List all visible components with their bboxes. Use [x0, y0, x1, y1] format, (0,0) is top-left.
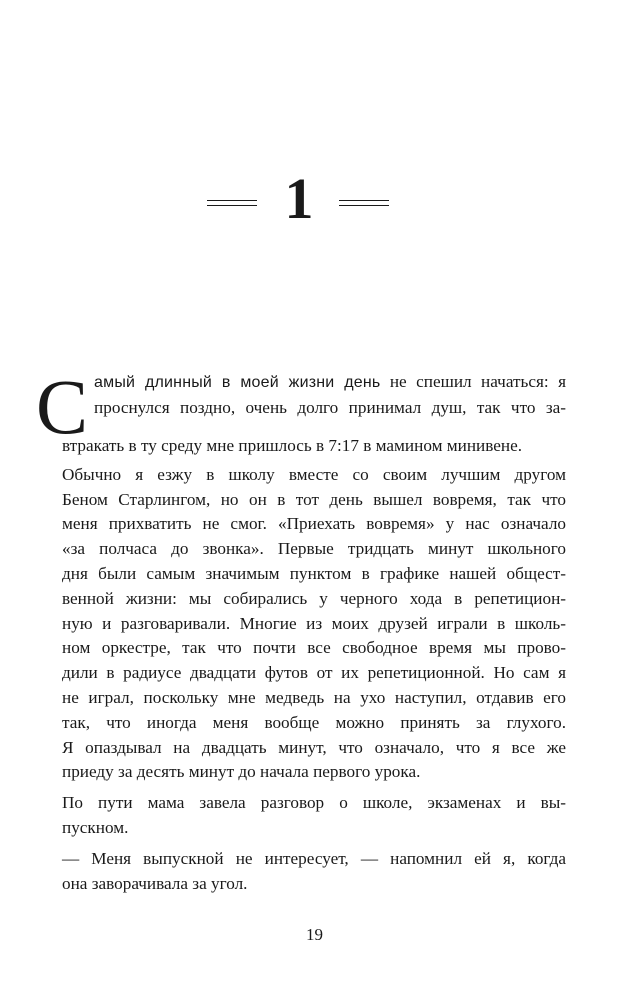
text-line: приеду за десять минут до начала первого урока. — [62, 762, 421, 782]
text-line: ном оркестре, так что почти все свободное время мы прово- — [62, 638, 566, 658]
text-line: ную и разговаривали. Многие из моих друзей играли в школь- — [62, 613, 566, 633]
text-line: пускном. — [62, 817, 129, 837]
lead-in: амый длинный в моей жизни день — [94, 374, 381, 391]
text-fragment: не спешил начаться: я — [380, 372, 567, 391]
text-line: так, что иногда меня вообще можно принять за глухого. — [62, 712, 566, 732]
paragraph — [62, 463, 566, 785]
text-line: Беном Старлингом, но он в тот день вышел вовремя, так что — [62, 489, 566, 509]
text-line: втракать в ту среду мне пришлось в 7:17 в мамином минивене. — [62, 436, 522, 455]
text-line: дили в радиусе двадцати футов от их репетиционной. Но сам я — [62, 663, 566, 683]
text-line: не играл, поскольку мне медведь на ухо наступил, отдавив его — [62, 687, 566, 707]
chapter-rule-right — [339, 200, 389, 206]
paragraph — [62, 847, 566, 897]
text-line: Я опаздывал на двадцать минут, что означало, что я все же — [62, 737, 566, 757]
chapter-heading — [0, 168, 629, 238]
text-line: Обычно я езжу в школу вместе со своим лучшим другом — [62, 464, 566, 484]
text-line: меня прихватить не смог. «Приехать вовремя» у нас означало — [62, 514, 566, 534]
text-line: она заворачивала за угол. — [62, 873, 248, 893]
paragraph — [62, 791, 566, 841]
text-line: По пути мама завела разговор о школе, экзаменах и вы- — [62, 793, 566, 813]
drop-cap: С — [36, 363, 89, 450]
page-number: 19 — [306, 925, 323, 944]
text-line: — Меня выпускной не интересует, — напомнил ей я, когда — [62, 848, 566, 868]
text-line: проснулся поздно, очень долго принимал душ, так что за- — [94, 397, 566, 417]
text-line: венной жизни: мы собирались у черного хода в репетицион- — [62, 588, 566, 608]
chapter-rule-left — [207, 200, 257, 206]
text-line: «за полчаса до звонка». Первые тридцать минут школьного — [62, 539, 566, 559]
text-line — [62, 370, 566, 396]
body-text — [36, 363, 567, 896]
opening-paragraph — [36, 363, 567, 459]
text-line: дня были самым значимым пунктом в графике нашей общест- — [62, 563, 566, 583]
chapter-number: 1 — [284, 166, 314, 231]
